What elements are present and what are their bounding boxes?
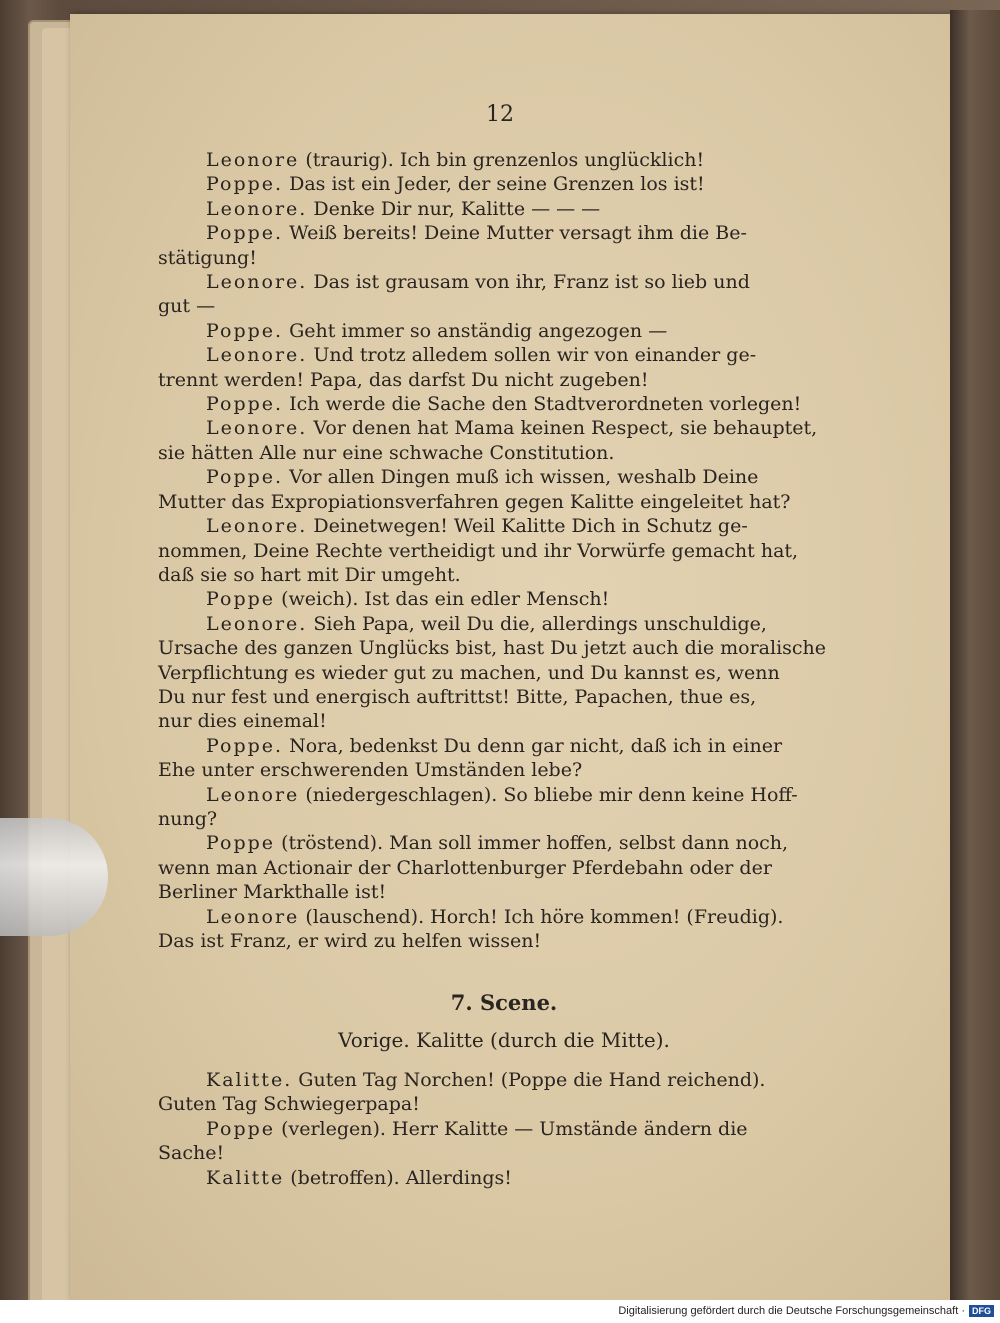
text-line [158, 734, 850, 758]
line-text: (niedergeschlagen). So bliebe mir denn keine Hoff- [299, 783, 798, 806]
text-line [158, 661, 850, 685]
text-line [158, 685, 850, 709]
line-text: Vor denen hat Mama keinen Respect, sie behauptet, [307, 417, 818, 440]
line-text: Sache! [158, 1142, 225, 1165]
speaker-name: Poppe. [206, 222, 284, 245]
text-line [158, 368, 850, 392]
line-text: Berliner Markthalle ist! [158, 881, 387, 904]
line-text: Mutter das Expropiationsverfahren gegen Kalitte eingeleitet hat? [158, 490, 791, 513]
cast-line: Vorige. Kalitte (durch die Mitte). [338, 1028, 670, 1052]
line-text: (tröstend). Man soll immer hoffen, selbst dann noch, [275, 832, 789, 855]
speaker-name: Poppe. [206, 173, 284, 196]
text-line [158, 294, 850, 318]
line-text: Vor allen Dingen muß ich wissen, weshalb Deine [283, 466, 759, 489]
line-text: Und trotz alledem sollen wir von einander ge- [307, 344, 757, 367]
speaker-name: Poppe. [206, 466, 284, 489]
text-line [158, 416, 850, 440]
text-line [158, 343, 850, 367]
scene-heading: 7. Scene. [450, 990, 558, 1015]
speaker-name: Leonore. [206, 197, 308, 220]
speaker-name: Leonore. [206, 417, 308, 440]
text-line [158, 831, 850, 855]
text-line [158, 172, 850, 196]
speaker-name: Leonore. [206, 612, 308, 635]
text-line [158, 1092, 850, 1116]
line-text: Sieh Papa, weil Du die, allerdings unschuldige, [307, 612, 767, 635]
text-line [158, 856, 850, 880]
text-line [158, 636, 850, 660]
line-text: Denke Dir nur, Kalitte — — — [307, 197, 601, 220]
text-line [158, 929, 850, 953]
text-line [158, 612, 850, 636]
line-text: Verpflichtung es wieder gut zu machen, und Du kannst es, wenn [158, 661, 780, 684]
line-text: nur dies einemal! [158, 710, 327, 733]
line-text: Das ist Franz, er wird zu helfen wissen! [158, 930, 542, 952]
speaker-name: Poppe [206, 588, 276, 611]
line-text: Guten Tag Schwiegerpapa! [158, 1093, 420, 1116]
line-text: Geht immer so anständig angezogen — [283, 319, 668, 342]
dialogue-text-top [158, 148, 850, 953]
line-text: Weiß bereits! Deine Mutter versagt ihm die Be- [283, 222, 747, 245]
line-text: Ehe unter erschwerenden Umständen lebe? [158, 759, 583, 782]
digitization-footer [0, 1300, 1000, 1323]
speaker-name: Leonore. [206, 344, 308, 367]
line-text: daß sie so hart mit Dir umgeht. [158, 563, 461, 586]
line-text: Nora, bedenkst Du denn gar nicht, daß ich in einer [283, 734, 783, 757]
line-text: Ich werde die Sache den Stadtverordneten vorlegen! [283, 393, 802, 416]
line-text: wenn man Actionair der Charlottenburger Pferdebahn oder der [158, 856, 772, 879]
speaker-name: Leonore. [206, 271, 308, 294]
footer-text: Digitalisierung gefördert durch die Deutsche Forschungsgemeinschaft · [618, 1305, 965, 1317]
text-line [158, 709, 850, 733]
text-line [158, 758, 850, 782]
text-line [158, 905, 850, 929]
speaker-name: Leonore [206, 149, 300, 171]
line-text: (traurig). Ich bin grenzenlos unglücklich! [299, 149, 705, 171]
speaker-name: Leonore. [206, 515, 308, 538]
text-line [158, 148, 850, 172]
line-text: sie hätten Alle nur eine schwache Constitution. [158, 441, 615, 464]
text-line [158, 490, 850, 514]
text-line [158, 563, 850, 587]
speaker-name: Kalitte. [206, 1069, 293, 1091]
text-line [158, 319, 850, 343]
line-text: Ursache des ganzen Unglücks bist, hast Du jetzt auch die moralische [158, 637, 827, 660]
dialogue-text-bottom [158, 1068, 850, 1190]
text-line [158, 221, 850, 245]
line-text: Guten Tag Norchen! (Poppe die Hand reichend). [292, 1069, 766, 1091]
speaker-name: Poppe [206, 1117, 276, 1140]
line-text: Deinetwegen! Weil Kalitte Dich in Schutz ge- [307, 515, 748, 538]
page-number: 12 [486, 102, 514, 127]
speaker-name: Poppe. [206, 393, 284, 416]
text-line [158, 465, 850, 489]
line-text: stätigung! [158, 246, 257, 269]
line-text: (lauschend). Horch! Ich höre kommen! (Freudig). [299, 905, 784, 928]
text-line [158, 539, 850, 563]
line-text: nommen, Deine Rechte vertheidigt und ihr Vorwürfe gemacht hat, [158, 539, 799, 562]
text-line [158, 441, 850, 465]
dfg-logo: DFG [969, 1305, 994, 1317]
speaker-name: Leonore [206, 905, 300, 928]
text-line [158, 587, 850, 611]
speaker-name: Kalitte [206, 1166, 285, 1189]
text-line [158, 1166, 850, 1190]
text-line [158, 270, 850, 294]
line-text: (weich). Ist das ein edler Mensch! [275, 588, 610, 611]
text-line [158, 880, 850, 904]
speaker-name: Poppe [206, 832, 276, 855]
text-line [158, 197, 850, 221]
speaker-name: Poppe. [206, 734, 284, 757]
text-line [158, 783, 850, 807]
line-text: (betroffen). Allerdings! [284, 1166, 512, 1189]
text-line [158, 1117, 850, 1141]
line-text: Du nur fest und energisch auftrittst! Bitte, Papachen, thue es, [158, 685, 757, 708]
text-line [158, 392, 850, 416]
text-line [158, 514, 850, 538]
text-line [158, 1141, 850, 1165]
line-text: trennt werden! Papa, das darfst Du nicht zugeben! [158, 368, 649, 391]
line-text: (verlegen). Herr Kalitte — Umstände ändern die [275, 1117, 748, 1140]
line-text: Das ist ein Jeder, der seine Grenzen los ist! [283, 173, 705, 196]
speaker-name: Poppe. [206, 319, 284, 342]
line-text: gut — [158, 295, 216, 318]
book-right-edge [950, 10, 1000, 1300]
line-text: nung? [158, 807, 218, 830]
text-line [158, 1068, 850, 1092]
text-line [158, 246, 850, 270]
text-line [158, 807, 850, 831]
speaker-name: Leonore [206, 783, 300, 806]
line-text: Das ist grausam von ihr, Franz ist so lieb und [307, 271, 750, 294]
